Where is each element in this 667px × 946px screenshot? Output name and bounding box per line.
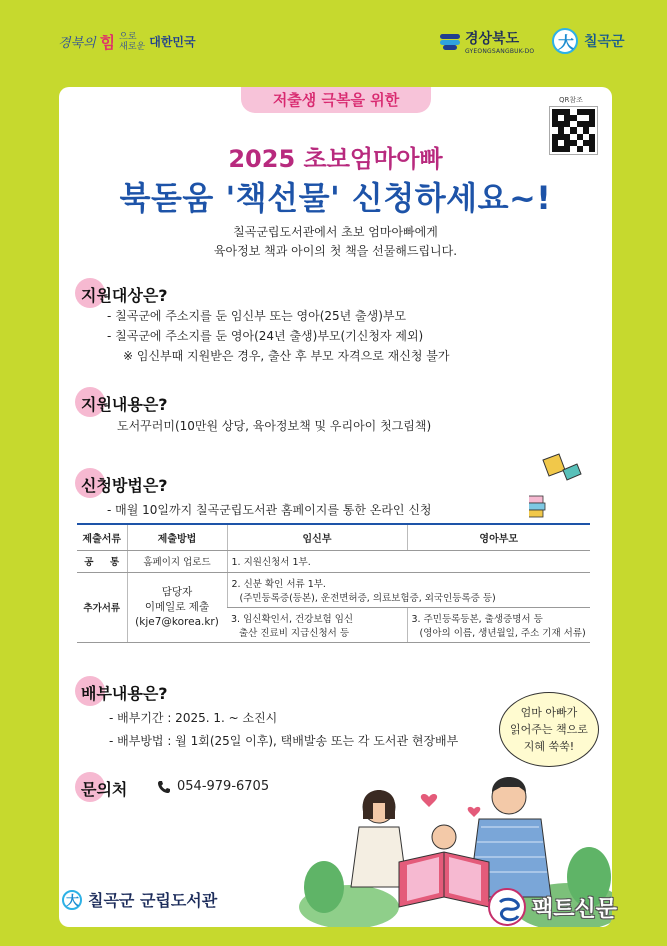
table-header: 영아부모 — [407, 524, 590, 550]
support-line-1: 도서꾸러미(10만원 상당, 육아정보책 및 우리아이 첫그림책) — [117, 419, 432, 433]
phone-icon — [157, 780, 171, 794]
county-name: 칠곡군 — [584, 34, 625, 50]
extra-method-email[interactable]: (kje7@korea.kr) — [135, 615, 219, 628]
gyeongbuk-logo — [440, 28, 534, 55]
bubble-line-2: 읽어주는 책으로 — [510, 723, 588, 736]
intro-line-2: 육아정보 책과 아이의 첫 책을 선물해드립니다. — [213, 244, 458, 258]
doc2-cell — [227, 572, 590, 607]
table-row — [77, 550, 590, 572]
extra-method-2: 이메일로 제출 — [144, 600, 210, 613]
eligibility-line-1: - 칠곡군에 주소지를 둔 임신부 또는 영아(25년 출생)부모 — [107, 309, 407, 323]
doc2-line-2: (주민등록증(등본), 운전면허증, 의료보험증, 외국인등록증 등) — [239, 592, 496, 604]
apply-heading: 신청방법은? — [81, 473, 168, 496]
watermark-text: 팩트신문 — [532, 896, 618, 922]
chilgok-logo — [552, 28, 625, 54]
slogan-country: 대한민국 — [149, 35, 196, 49]
doc2-line-1: 2. 신분 확인 서류 1부. — [231, 578, 326, 590]
contact-heading: 문의처 — [81, 777, 127, 800]
delivery-line-1: - 배부기간 : 2025. 1. ~ 소진시 — [109, 711, 278, 725]
slogan-small-1: 으로 — [119, 31, 137, 42]
common-label: 공 통 — [77, 550, 127, 572]
common-method: 홈페이지 업로드 — [127, 550, 227, 572]
badge: 저출생 극복을 위한 — [241, 87, 431, 113]
bubble-line-1: 엄마 아빠가 — [520, 706, 578, 719]
slogan-logo — [58, 30, 196, 53]
gyeongbuk-mark-icon — [440, 34, 460, 50]
qr-label: QR참조 — [559, 96, 583, 104]
apply-line-1: - 매월 10일까지 칠곡군립도서관 홈페이지를 통한 온라인 신청 — [107, 503, 432, 517]
title-year: 2025 초보엄마아빠 — [228, 145, 443, 173]
extra-label: 추가서류 — [77, 572, 127, 642]
slogan-heart: 힘 — [99, 33, 116, 52]
parent-doc-2: (영아의 이름, 생년월일, 주소 기재 서류) — [419, 627, 586, 639]
eligibility-line-2: - 칠곡군에 주소지를 둔 영아(24년 출생)부모(기신청자 제외) — [107, 329, 424, 343]
extra-method — [127, 572, 227, 642]
common-doc: 1. 지원신청서 1부. — [227, 550, 590, 572]
chilgok-mark-icon — [552, 28, 578, 54]
speech-bubble — [499, 692, 599, 767]
province-name: 경상북도 — [465, 31, 520, 47]
table-header: 제출방법 — [127, 524, 227, 550]
slogan-small — [119, 32, 145, 52]
table-row — [77, 572, 590, 607]
intro-line-1: 칠곡군립도서관에서 초보 엄마아빠에게 — [233, 225, 438, 239]
slogan-script: 경북의 — [58, 36, 96, 51]
support-heading: 지원내용은? — [81, 392, 168, 415]
watermark — [488, 888, 617, 926]
eligibility-heading: 지원대상은? — [81, 283, 168, 306]
title-main: 북돋움 '책선물' 신청하세요~! — [119, 179, 552, 217]
books-illustration-icon — [529, 452, 599, 522]
slogan-small-2: 새로운 — [119, 41, 146, 52]
library-logo — [62, 888, 217, 911]
table-header: 임신부 — [227, 524, 407, 550]
library-mark-icon — [62, 890, 82, 910]
contact-phone[interactable]: 054-979-6705 — [177, 779, 270, 794]
delivery-line-2: - 배부방법 : 월 1회(25일 이후), 택배발송 또는 각 도서관 현장배부 — [109, 734, 459, 748]
delivery-heading: 배부내용은? — [81, 681, 168, 704]
parent-doc-cell — [407, 607, 590, 642]
preg-doc-1: 3. 임신확인서, 건강보험 임신 — [231, 613, 354, 625]
table-header: 제출서류 — [77, 524, 127, 550]
watermark-mark-icon — [488, 888, 526, 926]
parent-doc-1: 3. 주민등록등본, 출생증명서 등 — [411, 613, 543, 625]
preg-doc-cell — [227, 607, 407, 642]
extra-method-1: 담당자 — [161, 585, 193, 598]
eligibility-note: ※ 임신부때 지원받은 경우, 출산 후 부모 자격으로 재신청 불가 — [123, 349, 450, 363]
bubble-line-3: 지혜 쑥쑥! — [523, 740, 575, 753]
poster-card — [59, 87, 612, 927]
library-name: 칠곡군 군립도서관 — [88, 891, 218, 910]
svg-text:大: 大 — [66, 893, 80, 909]
apply-table — [77, 523, 590, 643]
preg-doc-2: 출산 진료비 지급신청서 등 — [239, 627, 350, 639]
intro-text — [59, 223, 612, 261]
province-name-en: GYEONGSANGBUK-DO — [465, 48, 535, 55]
